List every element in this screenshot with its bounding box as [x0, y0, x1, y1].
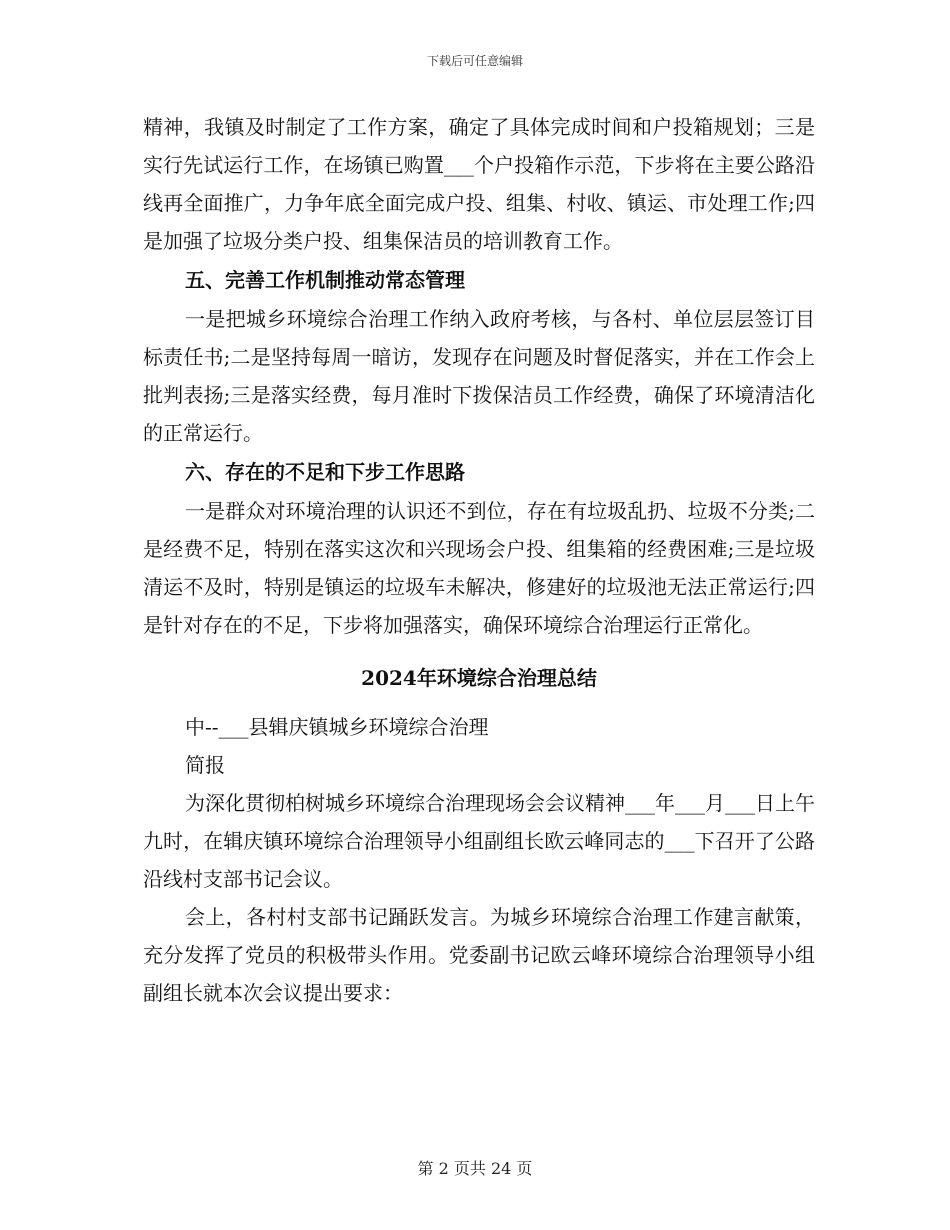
page-footer: 第 2 页共 24 页 — [417, 1159, 533, 1178]
paragraph-2: 一是把城乡环境综合治理工作纳入政府考核，与各村、单位层层签订目标责任书;二是坚持每周一暗访，发现存在问题及时督促落实，并在工作会上批判表扬;三是落实经费，每月准时下拨保洁员工作经费，确保了环境清洁化的正常运行。 — [143, 307, 815, 445]
paragraph-3: 一是群众对环境治理的认识还不到位，存在有垃圾乱扔、垃圾不分类;二是经费不足，特别在落实这次和兴现场会户投、组集箱的经费困难;三是垃圾清运不及时，特别是镇运的垃圾车未解决，修建好的垃圾池无法正常运行;四是针对存在的不足，下步将加强落实，确保环境综合治理运行正常化。 — [143, 499, 815, 637]
paragraph-5: 会上，各村村支部书记踊跃发言。为城乡环境综合治理工作建言献策，充分发挥了党员的积极带头作用。党委副书记欧云峰环境综合治理领导小组副组长就本次会议提出要求： — [143, 905, 815, 1005]
document-body — [143, 108, 815, 1012]
document-title: 2024年环境综合治理总结 — [361, 666, 597, 690]
subtitle-line: 中--___县辑庆镇城乡环境综合治理 — [185, 715, 489, 739]
section-heading-6: 六、存在的不足和下步工作思路 — [185, 460, 465, 484]
paragraph-1: 精神，我镇及时制定了工作方案，确定了具体完成时间和户投箱规划；三是实行先试运行工作，在场镇已购置___个户投箱作示范，下步将在主要公路沿线再全面推广，力争年底全面完成户投、组集、村收、镇运、市处理工作;四是加强了垃圾分类户投、组集保洁员的培训教育工作。 — [143, 115, 815, 253]
bulletin-label: 简报 — [185, 753, 225, 777]
paragraph-4: 为深化贯彻柏树城乡环境综合治理现场会会议精神___年___月___日上午九时，在辑庆镇环境综合治理领导小组副组长欧云峰同志的___下召开了公路沿线村支部书记会议。 — [143, 791, 815, 891]
section-heading-5: 五、完善工作机制推动常态管理 — [185, 268, 465, 292]
page-header: 下载后可任意编辑 — [426, 54, 523, 68]
